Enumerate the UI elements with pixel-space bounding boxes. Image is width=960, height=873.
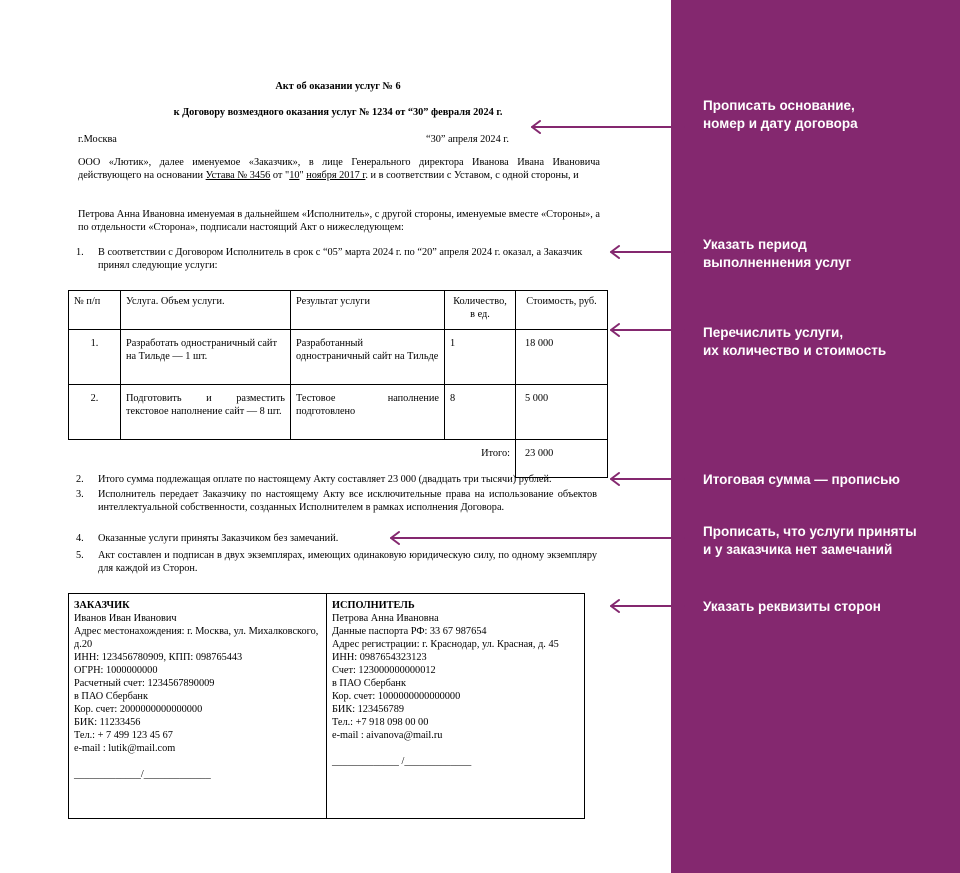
executor-signature: _____________ /_____________ [332, 756, 472, 767]
parties-divider [326, 594, 327, 818]
detail-line: Счет: 123000000000012 [332, 665, 436, 676]
total-value: 23 000 [516, 440, 608, 478]
item-number: 4. [76, 533, 84, 544]
document-subtitle: к Договору возмездного оказания услуг № 1234 от “30” февраля 2024 г. [173, 107, 503, 118]
table-header-cell: Стоимость, руб. [516, 291, 608, 330]
customer-heading: ЗАКАЗЧИК [74, 600, 130, 611]
table-cell: 1 [445, 330, 516, 385]
detail-line: ИНН: 0987654323123 [332, 652, 427, 663]
table-header-cell: Результат услуги [291, 291, 445, 330]
detail-line: Кор. счет: 1000000000000000 [332, 691, 461, 702]
table-total-row [69, 440, 608, 478]
detail-line: БИК: 11233456 [74, 717, 141, 728]
customer-signature: _____________/_____________ [74, 769, 211, 780]
table-row [69, 385, 608, 440]
table-cell: Тестовое наполнение подготовлено [291, 385, 445, 440]
table-cell: 5 000 [516, 385, 608, 440]
annotation-service-period: Указать период выполненнения услуг [703, 237, 852, 270]
detail-line: Петрова Анна Ивановна [332, 613, 439, 624]
table-header-row [69, 291, 608, 330]
detail-line: Кор. счет: 2000000000000000 [74, 704, 203, 715]
table-header-cell: № п/п [69, 291, 121, 330]
total-label: Итого: [481, 448, 510, 459]
detail-line: Иванов Иван Иванович [74, 613, 177, 624]
executor-details [332, 599, 582, 768]
detail-line: ОГРН: 1000000000 [74, 665, 158, 676]
annotation-total-in-words: Итоговая сумма — прописью [703, 472, 900, 487]
detail-line: Адрес регистрации: г. Краснодар, ул. Красная, д. 45 [332, 639, 559, 650]
detail-line: Расчетный счет: 1234567890009 [74, 678, 215, 689]
document-date: “30” апреля 2024 г. [426, 134, 509, 145]
table-row [69, 330, 608, 385]
table-cell: 8 [445, 385, 516, 440]
item-text: Оказанные услуги приняты Заказчиком без замечаний. [98, 533, 339, 544]
document-title: Акт об оказании услуг № 6 [275, 81, 401, 92]
item-number: 2. [76, 474, 84, 485]
detail-line: в ПАО Сбербанк [332, 678, 406, 689]
table-header-cell: Услуга. Объем услуги. [121, 291, 291, 330]
document-city: г.Москва [78, 134, 117, 145]
item-text: Итого сумма подлежащая оплате по настоящему Акту составляет 23 000 (двадцать три тысячи) рублей. [98, 474, 552, 485]
customer-details [74, 599, 322, 781]
table-cell: Разработать одностраничный сайт на Тильде — 1 шт. [121, 330, 291, 385]
item-number: 5. [76, 550, 84, 561]
table-cell: Подготовить и разместить текстовое наполнение сайт — 8 шт. [121, 385, 291, 440]
table-cell: 1. [69, 330, 121, 385]
detail-line: e-mail : lutik@mail.com [74, 743, 176, 754]
detail-line: Тел.: +7 918 098 00 00 [332, 717, 429, 728]
detail-line: в ПАО Сбербанк [74, 691, 148, 702]
annotation-party-details: Указать реквизиты сторон [703, 599, 881, 614]
table-header-cell: Количество, в ед. [445, 291, 516, 330]
table-cell: Разработанный одностраничный сайт на Тильде [291, 330, 445, 385]
executor-heading: ИСПОЛНИТЕЛЬ [332, 600, 415, 611]
detail-line: Тел.: + 7 499 123 45 67 [74, 730, 173, 741]
item-text: В соответствии с Договором Исполнитель в срок с “05” марта 2024 г. по “20” апреля 2024 г. оказал, а Заказчик принял следующие услуги: [98, 247, 583, 272]
detail-line: ИНН: 123456780909, КПП: 098765443 [74, 652, 243, 663]
annotation-contract-basis: Прописать основание, номер и дату договора [703, 98, 858, 131]
detail-line: БИК: 123456789 [332, 704, 404, 715]
detail-line: e-mail : aivanova@mail.ru [332, 730, 443, 741]
paragraph-executor: Петрова Анна Ивановна именуемая в дальнейшем «Исполнитель», с другой стороны, именуемые вместе «Стороны», а по отдельности «Сторона», подписали настоящий Акт о нижеследующем: [78, 209, 600, 234]
item-number: 3. [76, 489, 84, 500]
detail-line: Адрес местонахождения: г. Москва, ул. Михалковского, д.20 [74, 626, 319, 650]
paragraph-customer: ООО «Лютик», далее именуемое «Заказчик», в лице Генерального директора Иванова Ивана Ивановича действующего на основании Устава № 3456 от "10" ноября 2017 г. и в соответствии с Уставом, с одной стороны, и [78, 157, 600, 182]
item-text: Исполнитель передает Заказчику по настоящему Акту все исключительные права на использование объектов интеллектуальной собственности, созданных Исполнителем в рамках исполнения Договора. [98, 489, 597, 514]
table-cell: 18 000 [516, 330, 608, 385]
item-number: 1. [76, 247, 84, 258]
item-text: Акт составлен и подписан в двух экземплярах, имеющих одинаковую юридическую силу, по одному экземпляру для каждой из Сторон. [98, 550, 597, 575]
table-cell: 2. [69, 385, 121, 440]
parties-details [68, 593, 585, 819]
detail-line: Данные паспорта РФ: 33 67 987654 [332, 626, 487, 637]
services-table [68, 290, 608, 478]
annotation-services-accepted: Прописать, что услуги приняты и у заказчика нет замечаний [703, 524, 917, 557]
annotation-services-list: Перечислить услуги, их количество и стоимость [703, 325, 887, 358]
